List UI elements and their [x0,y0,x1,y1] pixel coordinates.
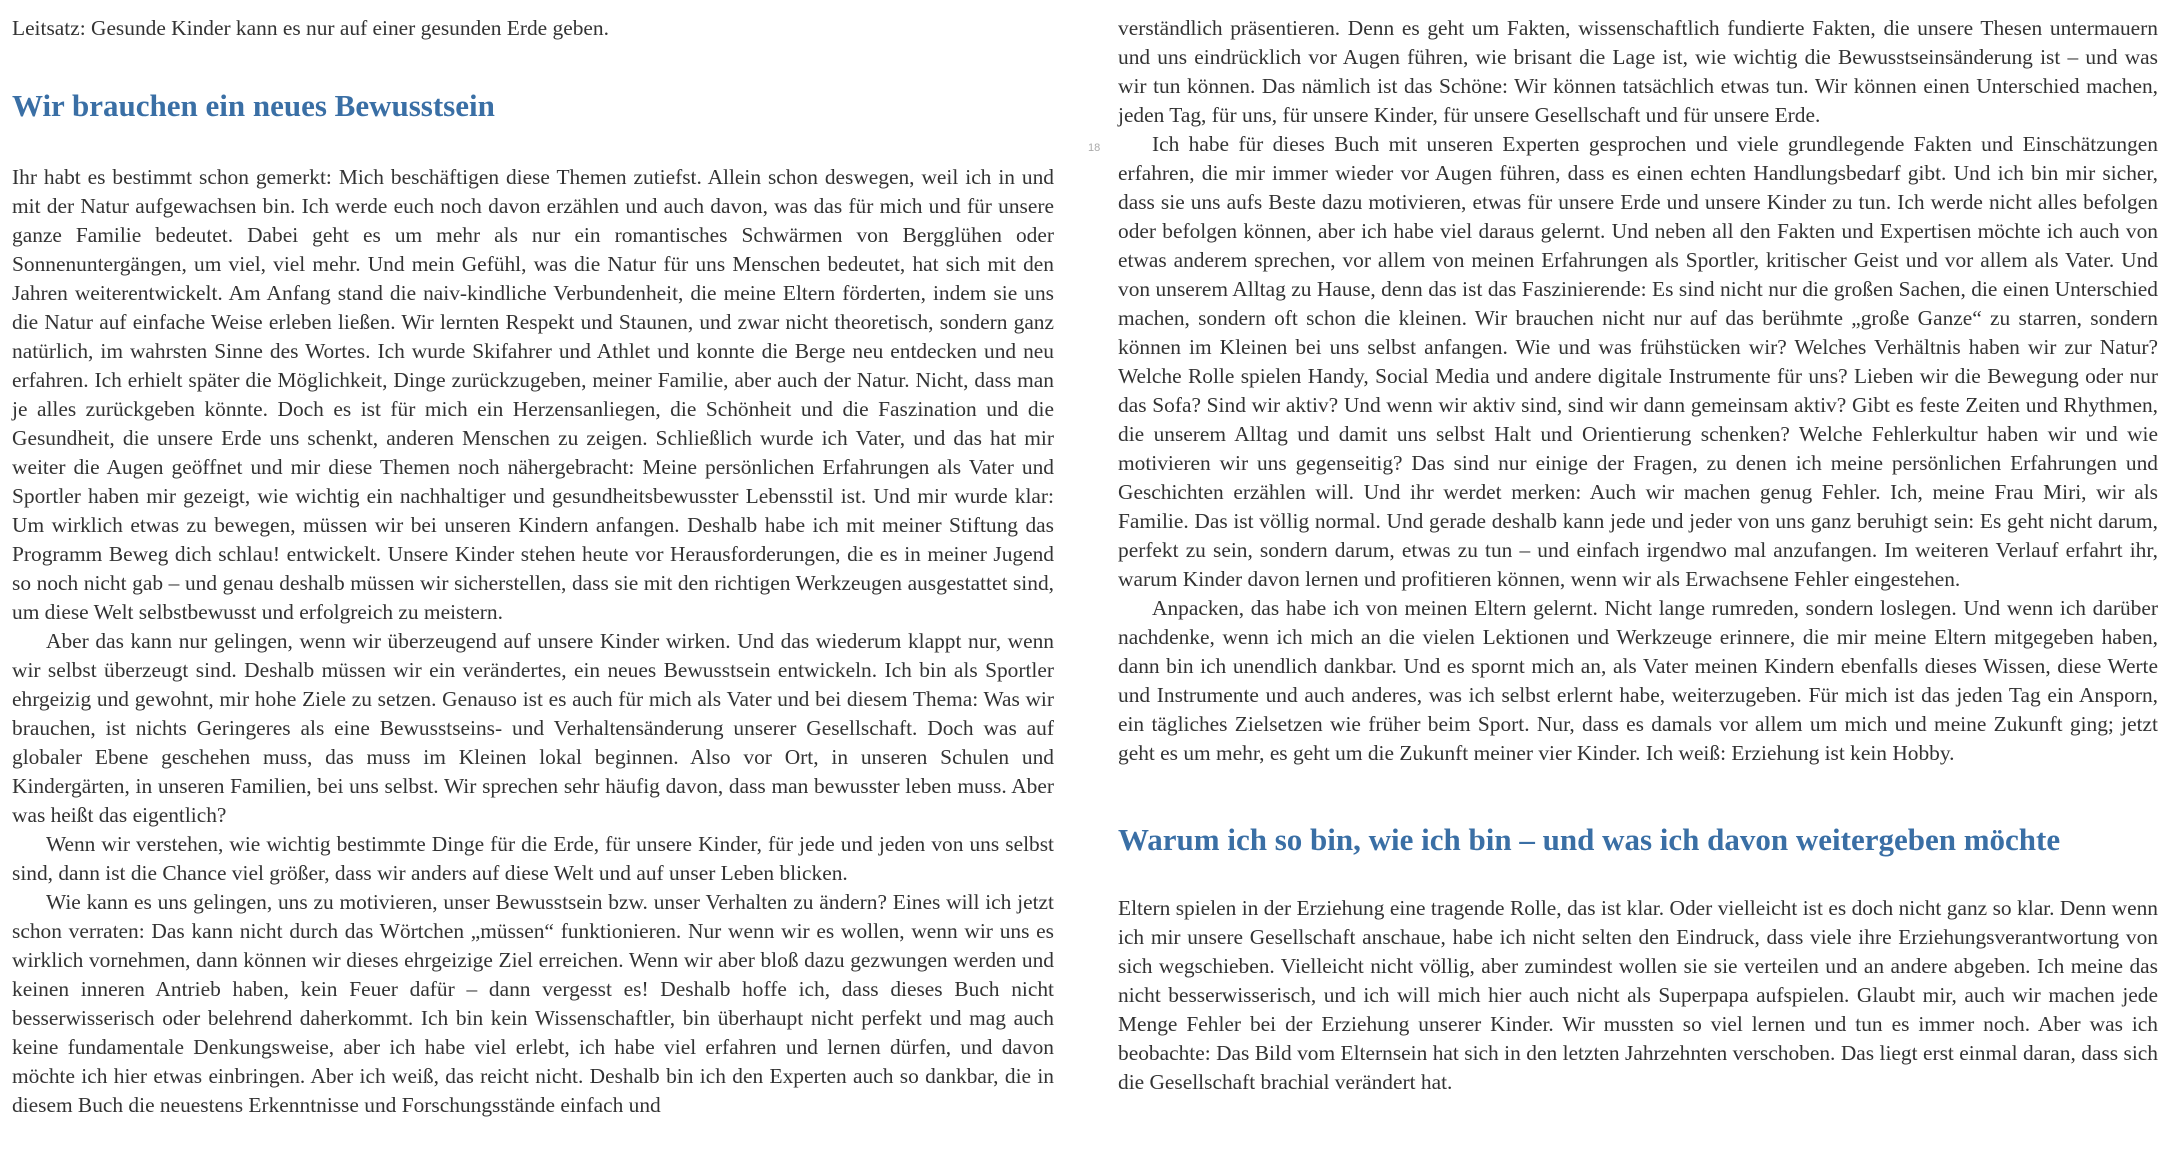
leitsatz-text: Leitsatz: Gesunde Kinder kann es nur auf einer gesunden Erde geben. [12,16,609,40]
body-paragraph: verständlich präsentieren. Denn es geht um Fakten, wissenschaftlich fundierte Fakten, die unsere Thesen untermauern und uns eindrücklich vor Augen führen, wie brisant die Lage ist, wie wichtig die Bewusstseinsänderung ist – und was wir tun können. Das nämlich ist das Schöne: Wir können tatsächlich etwas tun. Wir können einen Unterschied machen, jeden Tag, für uns, für unsere Kinder, für unsere Gesellschaft und für unsere Erde. [1118,16,2158,127]
body-paragraph: Ich habe für dieses Buch mit unseren Experten gesprochen und viele grundlegende Fakten und Einschätzungen erfahren, die mir immer wieder vor Augen führen, dass es einen echten Handlungsbedarf gibt. Und ich bin mir sicher, dass sie uns aufs Beste dazu motivieren, etwas für unsere Erde und unsere Kinder zu tun. Ich werde nicht alles befolgen oder befolgen können, aber ich habe viel daraus gelernt. Und neben all den Fakten und Expertisen möchte ich auch von etwas anderem sprechen, vor allem von meinen Erfahrungen als Sportler, kritischer Geist und vor allem als Vater. Und von unserem Alltag zu Hause, denn das ist das Faszinierende: Es sind nicht nur die großen Sachen, die einen Unterschied machen, sondern oft schon die kleinen. Wir brauchen nicht nur auf das berühmte „große Ganze“ zu starren, sondern können im Kleinen bei uns selbst anfangen. Wie und was frühstücken wir? Welches Verhältnis haben wir zur Natur? Welche Rolle spielen Handy, Social Media und andere digitale Instrumente für uns? Lieben wir die Bewegung oder nur das Sofa? Sind wir aktiv? Und wenn wir aktiv sind, sind wir dann gemeinsam aktiv? Gibt es feste Zeiten und Rhythmen, die unserem Alltag und damit uns selbst Halt und Orientierung schenken? Welche Fehlerkultur haben wir und wie motivieren wir uns gegenseitig? Das sind nur einige der Fragen, zu denen ich meine persönlichen Erfahrungen und Geschichten erzählen will. Und ihr werdet merken: Auch wir machen genug Fehler. Ich, meine Frau Miri, wir als Familie. Das ist völlig normal. Und gerade deshalb kann jede und jeder von uns ganz beruhigt sein: Es geht nicht darum, perfekt zu sein, sondern darum, etwas zu tun – und einfach irgendwo mal anzufangen. Im weiteren Verlauf erfahrt ihr, warum Kinder davon lernen und profitieren können, wenn wir als Erwachsene Fehler eingestehen. [1118,132,2158,591]
section-heading-bewusstsein: Wir brauchen ein neues Bewusstsein [12,88,495,123]
body-paragraph: Ihr habt es bestimmt schon gemerkt: Mich beschäftigen diese Themen zutiefst. Allein schon deswegen, weil ich in und mit der Natur aufgewachsen bin. Ich werde euch noch davon erzählen und auch davon, was das für mich und für unsere ganze Familie bedeutet. Dabei geht es um mehr als nur ein romantisches Schwärmen von Bergglühen oder Sonnenuntergängen, um viel, viel mehr. Und mein Gefühl, was die Natur für uns Menschen bedeutet, hat sich mit den Jahren weiterentwickelt. Am Anfang stand die naiv-kindliche Verbundenheit, die meine Eltern förderten, indem sie uns die Natur auf einfache Weise erleben ließen. Wir lernten Respekt und Staunen, und zwar nicht theoretisch, sondern ganz natürlich, im wahrsten Sinne des Wortes. Ich wurde Skifahrer und Athlet und konnte die Berge neu entdecken und neu erfahren. Ich erhielt später die Möglichkeit, Dinge zurückzugeben, meiner Familie, aber auch der Natur. Nicht, dass man je alles zurückgeben könnte. Doch es ist für mich ein Herzensanliegen, die Schönheit und die Faszination und die Gesundheit, die unsere Erde uns schenkt, anderen Menschen zu zeigen. Schließlich wurde ich Vater, und das hat mir weiter die Augen geöffnet und mir diese Themen noch nähergebracht: Meine persönlichen Erfahrungen als Vater und Sportler haben mir gezeigt, wie wichtig ein nachhaltiger und gesundheitsbewusster Lebensstil ist. Und mir wurde klar: Um wirklich etwas zu bewegen, müssen wir bei unseren Kindern anfangen. Deshalb habe ich mit meiner Stiftung das Programm Beweg dich schlau! entwickelt. Unsere Kinder stehen heute vor Herausforderungen, die es in meiner Jugend so noch nicht gab – und genau deshalb müssen wir sicherstellen, dass sie mit den richtigen Werkzeugen ausgestattet sind, um diese Welt selbstbewusst und erfolgreich zu meistern. [12,165,1054,624]
body-paragraph: Anpacken, das habe ich von meinen Eltern gelernt. Nicht lange rumreden, sondern loslegen. Und wenn ich darüber nachdenke, wenn ich mich an die vielen Lektionen und Werkzeuge erinnere, die mir meine Eltern mitgegeben haben, dann bin ich unendlich dankbar. Und es spornt mich an, als Vater meinen Kindern ebenfalls dieses Wissen, diese Werte und Instrumente und auch anderes, was ich selbst erlernt habe, weiterzugeben. Für mich ist das jeden Tag ein Ansporn, ein tägliches Zielsetzen wie früher beim Sport. Nur, dass es damals vor allem um mich und meine Zukunft ging; jetzt geht es um mehr, es geht um die Zukunft meiner vier Kinder. Ich weiß: Erziehung ist kein Hobby. [1118,596,2158,765]
section-spacer [1118,768,2158,820]
body-paragraph: Wenn wir verstehen, wie wichtig bestimmte Dinge für die Erde, für unsere Kinder, für jede und jeden von uns selbst sind, dann ist die Chance viel größer, dass wir anders auf diese Welt und auf unser Leben blicken. [12,832,1054,885]
left-page-column [12,14,1054,1120]
body-paragraph: Eltern spielen in der Erziehung eine tragende Rolle, das ist klar. Oder vielleicht ist es doch nicht ganz so klar. Denn wenn ich mir unsere Gesellschaft anschaue, habe ich nicht selten den Eindruck, dass viele ihre Erziehungsverantwortung von sich wegschieben. Vielleicht nicht völlig, aber zumindest wollen sie sie verteilen und an andere abgeben. Ich meine das nicht besserwisserisch, und ich will mich hier auch nicht als Superpapa aufspielen. Glaubt mir, auch wir machen jede Menge Fehler bei der Erziehung unserer Kinder. Wir mussten so viel lernen und tun es immer noch. Aber was ich beobachte: Das Bild vom Elternsein hat sich in den letzten Jahrzehnten verschoben. Das liegt erst einmal daran, dass sich die Gesellschaft brachial verändert hat. [1118,896,2158,1094]
line-number-marker: 18 [1088,142,1101,154]
body-paragraph: Aber das kann nur gelingen, wenn wir überzeugend auf unsere Kinder wirken. Und das wiederum klappt nur, wenn wir selbst überzeugt sind. Deshalb müssen wir ein verändertes, ein neues Bewusstsein entwickeln. Ich bin als Sportler ehrgeizig und gewohnt, mir hohe Ziele zu setzen. Genauso ist es auch für mich als Vater und bei diesem Thema: Was wir brauchen, ist nichts Geringeres als eine Bewusstseins- und Verhaltensänderung unserer Gesellschaft. Doch was auf globaler Ebene geschehen muss, das muss im Kleinen lokal beginnen. Also vor Ort, in unseren Schulen und Kindergärten, in unseren Familien, bei uns selbst. Wir sprechen sehr häufig davon, dass man bewusster leben muss. Aber was heißt das eigentlich? [12,629,1054,827]
right-page-column [1118,14,2158,1097]
section-heading-warum: Warum ich so bin, wie ich bin – und was ich davon weitergeben möchte [1118,822,2061,857]
body-paragraph: Wie kann es uns gelingen, uns zu motivieren, unser Bewusstsein bzw. unser Verhalten zu ändern? Eines will ich jetzt schon verraten: Das kann nicht durch das Wörtchen „müssen“ funktionieren. Nur wenn wir es wollen, wenn wir uns es wirklich vornehmen, dann können wir dieses ehrgeizige Ziel erreichen. Wenn wir aber bloß dazu gezwungen werden und keinen inneren Antrieb haben, kein Feuer dafür – dann vergesst es! Deshalb hoffe ich, dass dieses Buch nicht besserwisserisch oder belehrend daherkommt. Ich bin kein Wissenschaftler, bin überhaupt nicht perfekt und mag auch keine fundamentale Denkungsweise, aber ich habe viel erlebt, ich habe viel erfahren und lernen dürfen, und davon möchte ich hier etwas einbringen. Aber ich weiß, das reicht nicht. Deshalb bin ich den Experten auch so dankbar, die in diesem Buch die neuestens Erkenntnisse und Forschungsstände einfach und [12,890,1054,1117]
